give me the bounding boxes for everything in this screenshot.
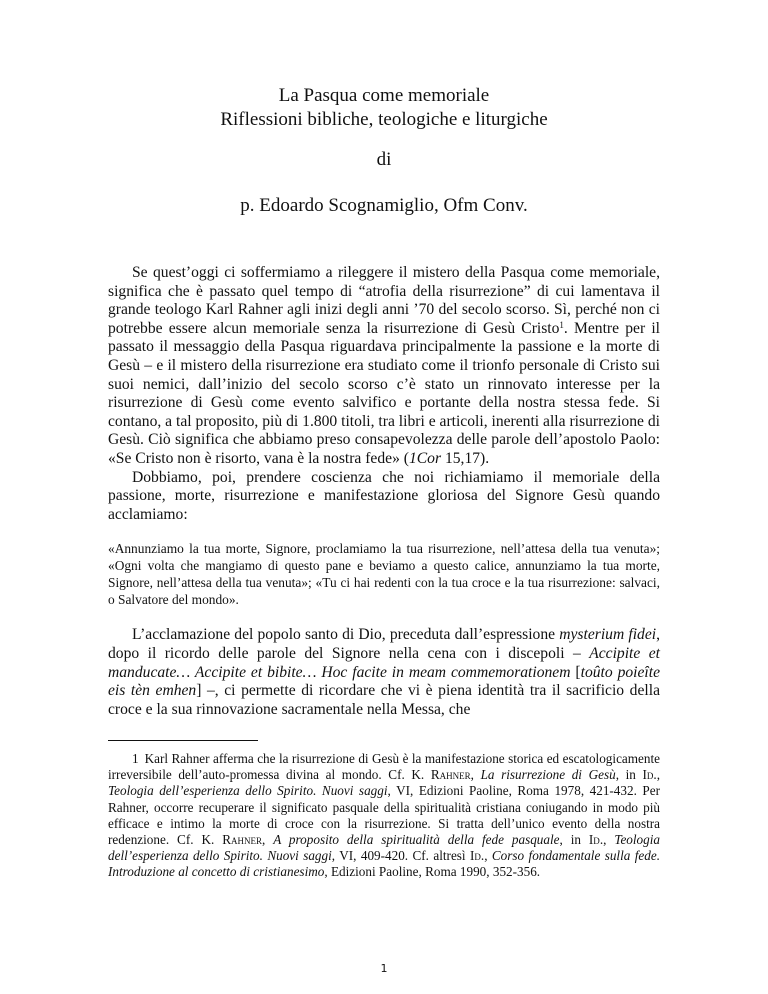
page-number: 1 xyxy=(380,962,388,975)
fn-title-3: A proposito della spiritualità della fede pasquale xyxy=(273,832,560,848)
footnote-number: 1 xyxy=(132,751,139,766)
fn-author-1: Rahner xyxy=(430,767,471,783)
para3-italic-2: Accipite et manducate… Accipite et bibite… Hoc facite in meam commemorationem xyxy=(108,644,660,681)
fn-t10: ., xyxy=(480,848,492,864)
block-quote xyxy=(108,540,660,608)
fn-t3: , in xyxy=(615,767,643,783)
paragraph-1 xyxy=(108,264,660,469)
fn-t1: Karl Rahner afferma che la risurrezione di Gesù è la manifestazione storica ed escatologicamente irreversibile dell’auto-promessa divina al mondo. Cf. K. xyxy=(108,751,660,783)
footnote xyxy=(108,751,660,881)
fn-title-4: Teologia dell’esperienza dello Spirito. Nuovi saggi xyxy=(108,832,661,864)
para1-text-a: Se quest’oggi ci soffermiamo a rileggere il mistero della Pasqua come memoriale, significa che è passato quel tempo di “atrofia della risurrezione” di cui lamentava il grande teologo Karl Rahner agli inizi degli anni ’70 del secolo scorso. Sì, perché non ci potrebbe essere alcun memoriale senza la risurrezione di Gesù Cristo xyxy=(108,264,660,337)
fn-title-1: La risurrezione di Gesù xyxy=(480,767,616,783)
fn-t11: , Edizioni Paoline, Roma 1990, 352-356. xyxy=(324,864,541,880)
footnote-separator xyxy=(108,740,258,741)
title-block xyxy=(0,84,768,218)
para3-italic-3: toûto poieîte eis tèn emhen xyxy=(108,663,661,700)
fn-t6: , xyxy=(261,832,274,848)
fn-title-2: Teologia dell’esperienza dello Spirito. Nuovi saggi xyxy=(108,783,388,799)
fn-id-2: Id xyxy=(588,832,600,848)
para1-text-b: . Mentre per il passato il messaggio della Pasqua riguardava principalmente la passione e la morte di Gesù – e il mistero della risurrezione era studiato come il trionfo personale di Cristo sui suoi nemici, dall’inizio del secolo scorso c’è stato un rinnovato interesse per la risurrezione di Gesù come evento salvifico e portante della nostra stessa fede. Si contano, a tal proposito, più di 1.800 titoli, tra libri e articoli, inerenti alla risurrezione di Gesù. Ciò significa che abbiamo preso consapevolezza delle parole dell’apostolo Paolo: «Se Cristo non è risorto, vana è la nostra fede» ( xyxy=(108,319,660,467)
paragraph-3 xyxy=(108,626,660,719)
fn-author-2: Rahner xyxy=(222,832,262,848)
fn-t5: , VI, Edizioni Paoline, Roma 1978, 421-432. Per Rahner, occorre recuperare il significato pasquale della spiritualità cristiana coniugando in modo più efficace e intimo la morte di croce con la risurrezione. Si tratta dell’unico evento della nostra redenzione. Cf. K. xyxy=(108,783,660,848)
para1-text-c: 15,17). xyxy=(441,449,490,467)
fn-t8: ., xyxy=(599,832,615,848)
footnote-reference[interactable]: 1 xyxy=(559,319,564,330)
title-line-1: La Pasqua come memoriale xyxy=(278,85,490,106)
fn-t4: ., xyxy=(653,767,660,783)
para3-italic-1: mysterium fidei xyxy=(559,626,657,644)
title-line-2: Riflessioni bibliche, teologiche e liturgiche xyxy=(220,109,548,130)
para3-text-c: [ xyxy=(570,663,581,681)
footnote-text xyxy=(108,751,660,881)
para3-text-b: , dopo il ricordo delle parole del Signore nella cena con i discepoli – xyxy=(108,626,661,662)
fn-t2: , xyxy=(470,767,481,783)
fn-t7: , in xyxy=(559,832,589,848)
fn-title-5: Corso fondamentale sulla fede. Introduzione al concetto di cristianesimo xyxy=(108,848,661,880)
fn-id-1: Id xyxy=(642,767,654,783)
fn-id-3: Id xyxy=(469,848,481,864)
quote-text: «Annunziamo la tua morte, Signore, proclamiamo la tua risurrezione, nell’attesa della tua venuta»; «Ogni volta che mangiamo di questo pane e beviamo a questo calice, annunziamo la tua morte, Signore, nell’attesa della tua venuta»; «Tu ci hai redenti con la tua croce e la tua risurrezione: salvaci, o Salvatore del mondo». xyxy=(108,541,660,608)
paragraph-2: Dobbiamo, poi, prendere coscienza che noi richiamiamo il memoriale della passione, morte, risurrezione e manifestazione gloriosa del Signore Gesù quando acclamiamo: xyxy=(108,468,660,523)
author: p. Edoardo Scognamiglio, Ofm Conv. xyxy=(240,195,528,216)
para3-text-a: L’acclamazione del popolo santo di Dio, preceduta dall’espressione xyxy=(132,626,560,644)
bible-reference: 1Cor xyxy=(408,449,442,467)
body-text xyxy=(108,264,660,719)
para3-text-d: ] –, ci permette di ricordare che vi è piena identità tra il sacrificio della croce e la sua rinnovazione sacramentale nella Messa, che xyxy=(108,682,660,718)
title-by: di xyxy=(376,149,392,170)
fn-t9: , VI, 409-420. Cf. altresì xyxy=(331,848,470,864)
